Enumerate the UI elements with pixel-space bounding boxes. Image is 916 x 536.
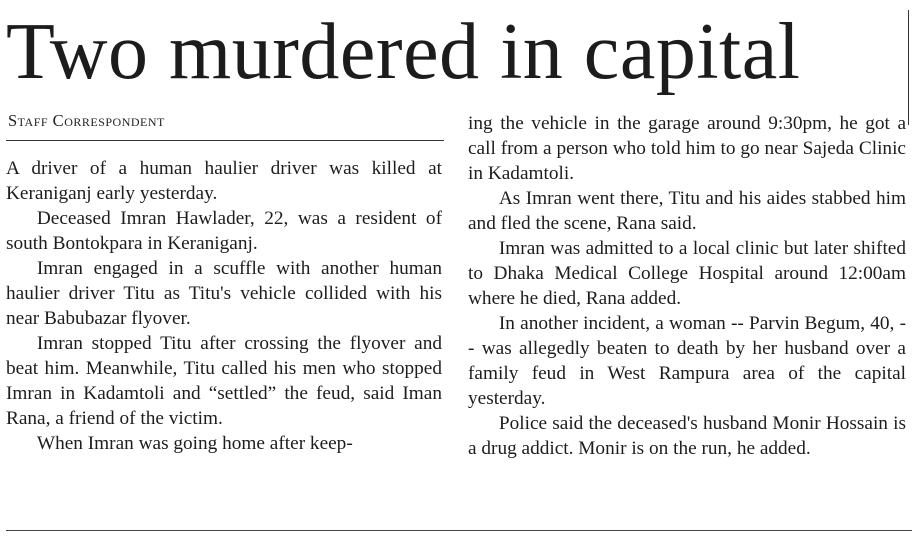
column-rule	[908, 10, 909, 125]
bottom-divider	[6, 530, 912, 531]
paragraph: Police said the deceased's husband Monir Hossain is a drug addict. Monir is on the run, he added.	[468, 413, 906, 459]
byline: Staff Correspondent	[8, 111, 165, 130]
paragraph: As Imran went there, Titu and his aides stabbed him and fled the scene, Rana said.	[468, 188, 906, 234]
paragraph: In another incident, a woman -- Parvin Begum, 40, -- was allegedly beaten to death by her husband over a family feud in West Rampura area of the capital yesterday.	[468, 313, 906, 409]
paragraph: Imran engaged in a scuffle with another human haulier driver Titu as Titu's vehicle collided with his near Babubazar flyover.	[6, 258, 442, 329]
paragraph: Imran stopped Titu after crossing the flyover and beat him. Meanwhile, Titu called his men who stopped Imran in Kadamtoli and “settled” the feud, said Iman Rana, a friend of the victim.	[6, 333, 442, 429]
headline: Two murdered in capital	[6, 8, 801, 96]
article-column-left	[6, 156, 442, 456]
paragraph: ing the vehicle in the garage around 9:30pm, he got a call from a person who told him to go near Sajeda Clinic in Kadamtoli.	[468, 113, 906, 184]
paragraph: A driver of a human haulier driver was killed at Keraniganj early yesterday.	[6, 158, 442, 204]
paragraph: When Imran was going home after keep-	[36, 433, 353, 454]
byline-divider	[6, 140, 444, 141]
paragraph: Imran was admitted to a local clinic but later shifted to Dhaka Medical College Hospital around 12:00am where he died, Rana added.	[468, 238, 906, 309]
paragraph: Deceased Imran Hawlader, 22, was a resident of south Bontokpara in Keraniganj.	[6, 208, 442, 254]
article-column-right	[468, 111, 906, 461]
